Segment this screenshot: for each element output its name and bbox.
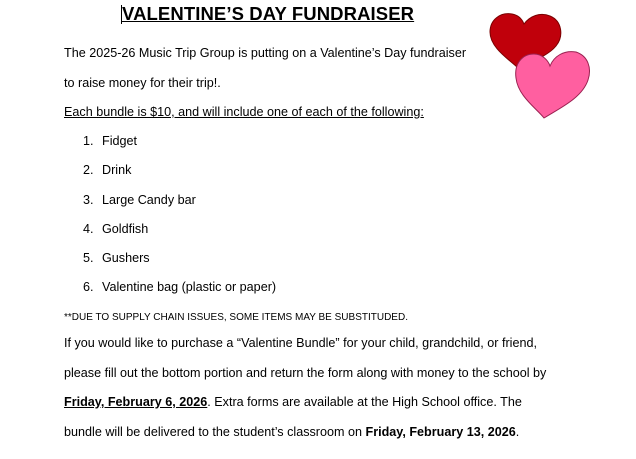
list-item: 3. Large Candy bar: [83, 192, 196, 207]
list-item: 2. Drink: [83, 163, 132, 178]
page-title: VALENTINE’S DAY FUNDRAISER: [122, 3, 415, 24]
due-date-line: [64, 395, 522, 409]
delivery-line: [64, 425, 519, 439]
purchase-line-2: please fill out the bottom portion and return the form along with money to the school by: [64, 366, 547, 380]
intro-line-2: to raise money for their trip!.: [64, 76, 221, 90]
pink-heart-icon: [516, 52, 590, 118]
intro-line-1: The 2025-26 Music Trip Group is putting on a Valentine’s Day fundraiser: [64, 46, 467, 60]
delivery-before: bundle will be delivered to the student’s classroom on: [64, 425, 366, 439]
hearts-decoration: [460, 8, 600, 128]
bundle-items-list: [83, 134, 276, 310]
purchase-line-1: If you would like to purchase a “Valentine Bundle” for your child, grandchild, or friend,: [64, 336, 537, 350]
substitution-note: **DUE TO SUPPLY CHAIN ISSUES, SOME ITEMS MAY BE SUBSTITUDED.: [64, 312, 408, 323]
list-item: 5. Gushers: [83, 251, 150, 266]
list-item: 4. Goldfish: [83, 221, 149, 236]
due-date: Friday, February 6, 2026: [64, 395, 208, 409]
list-item: 6. Valentine bag (plastic or paper): [83, 280, 277, 295]
due-date-after: . Extra forms are available at the High School office. The: [207, 395, 522, 409]
list-item: 1. Fidget: [83, 134, 138, 148]
delivery-date: Friday, February 13, 2026: [365, 425, 516, 439]
delivery-after: .: [515, 425, 520, 439]
bundle-heading: Each bundle is $10, and will include one of each of the following:: [64, 105, 424, 119]
